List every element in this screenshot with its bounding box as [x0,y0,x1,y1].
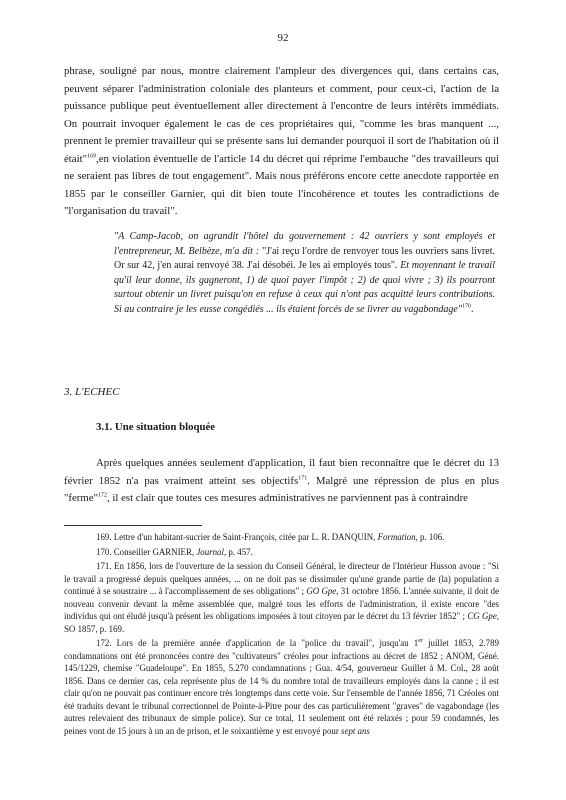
footnote-171-text-c: , SO 1857, p. 169. [64,611,500,634]
page-number: 92 [277,32,289,44]
para1-text-2: ,en violation éventuelle de l'article 14 du décret qui réprime l'embauche "des travailleurs qui ne seraient pas libres de tout engagement". Mais nous préférons encore cette anecdote rapportée en 1855 par le conseiller Garnier, qui dit bien toute l'incohérence et toutes les contradictions de "l'organisation du travail". [64,152,499,217]
footnote-169-page: , p. 106. [415,532,445,542]
footnote-171-text-a: 171. En 1856, lors de l'ouverture de la session du Conseil Général, le directeur de l'Intérieur Husson avoue : "Si le travail a progressé depuis quelques années, ... on ne doit pas se dissimuler qu'une grande partie de (la) population a continué à se soustraire ... à l'accomplissement de ses obligations" ; [64,561,499,596]
footnote-ref-172[interactable]: 172 [98,492,107,499]
footnote-171-source-2: CG Gpe [467,611,497,621]
footnote-170-title: Journal [196,546,224,557]
quote-part-c: Et moyennant le travail qu'il leur donne, ils gagneront, 1) de quoi payer l'impôt ; 2) de quoi vivre ; 3) ils pourront surtout obtenir un livret puisqu'on en refuse à ceux qui n'ont pas acquitté leurs contributions. Si au contraire je les eusse congédiés ... ils étaient forcés de se livrer au vagabondage" [114,260,495,315]
footnote-172-superscript: er [418,638,423,645]
footnote-169-title: Formation [377,532,416,542]
body-paragraph-1 [64,63,499,221]
quote-part-a: "A Camp-Jacob, on agrandit l'hôtel du gouvernement : 42 ouvriers y sont employés et l'entrepreneur, M. Belbèze, m'a dit : [114,231,495,257]
footnote-172 [64,637,499,737]
para2-text-1: Après quelques années seulement d'application, il faut bien reconnaître que le décret du 13 février 1852 n'a pas vraiment atteint ses objectifs [64,457,499,487]
footnote-172-emphasis: sept ans [341,725,370,736]
quote-part-b: "J'ai reçu l'ordre de renvoyer tous les ouvriers sans livret. Or sur 42, j'en aurai renvoyé 38. J'ai désobéi. Je les ai employés tous". [114,245,495,271]
body-paragraph-2 [64,455,499,508]
footnote-170-text: 170. Conseiller GARNIER, [96,546,197,557]
para1-text-1: phrase, souligné par nous, montre clairement l'ampleur des divergences qui, dans certains cas, peuvent séparer l'administration coloniale des planteurs et comment, pour ceux-ci, l'action de la puissance publique peut éventuellement aller directement à l'encontre de leurs intérêts immédiats. On pourrait invoquer également le cas de ces propriétaires qui, "comme les bras manquent ..., prennent le premier travailleur qui se présente sans lui demander pourquoi il sort de l'habitation où il était" [64,65,499,165]
footnote-170-page: , p. 457. [223,546,253,557]
footnote-171-source-1: GO Gpe [306,586,337,596]
footnote-171 [64,560,499,635]
footnote-172-text-b: juillet 1853, 2.789 condamnations ont été prononcées contre des "cultivateurs" créoles pour infractions au décret de 1852 ; ANOM, Géné. 145/1229, chemise "Guadeloupe". En 1855, 5.270 condamnations ; Gua. 4/54, gouverneur Guillet à M. Col., 28 août 1856. Dans ce dernier cas, cela représente plus de 14 % du nombre total de travailleurs employés dans la canne ; il est clair qu'on ne pouvait pas continuer encore très longtemps dans cette voie. Sur l'ensemble de l'année 1856, 71 Créoles ont été traduits devant le tribunal correctionnel de Pointe-à-Pitre pour des cas particulièrement "graves" de vagabondage (les autres relevaient des tribunaux de simple police). Sur ce total, 11 seulement ont été relaxés ; pour 59 condamnés, les peines vont de 15 jours à un an de prison, et le soixantième y est envoyé pour [64,638,499,736]
para2-text-3: , il est clair que toutes ces mesures administratives ne parviennent pas à contraindre [107,492,468,504]
para2-text-2: . Malgré une répression de plus en plus "ferme" [64,474,499,504]
quote-end: . [471,303,474,315]
subsection-heading: 3.1. Une situation bloquée [96,421,216,433]
footnote-172-text-a: 172. Lors de la première année d'application de la "police du travail", jusqu'au 1 [96,638,419,648]
footnote-ref-170[interactable]: 170 [462,303,472,310]
footnote-171-text-b: , 31 octobre 1856. L'année suivante, il doit de nouveau convenir devant la même assemblée que, malgré tous les efforts de l'administration, il existe encore "des individus qui ont éludé jusqu'à présent les obligations imposées à tout citoyen par le décret du 13 février 1852" ; [64,586,500,621]
footnote-169-text: 169. Lettre d'un habitant-sucrier de Saint-François, citée par L. R. DANQUIN, [96,532,378,542]
footnote-ref-171[interactable]: 171 [298,474,308,481]
footnote-169 [64,531,499,544]
footnote-ref-169[interactable]: 169 [87,152,96,159]
footnote-170 [64,546,499,559]
footnote-divider [64,525,202,526]
section-heading: 3. L'ECHEC [64,386,120,398]
block-quote [114,230,495,317]
footnotes [64,531,499,739]
